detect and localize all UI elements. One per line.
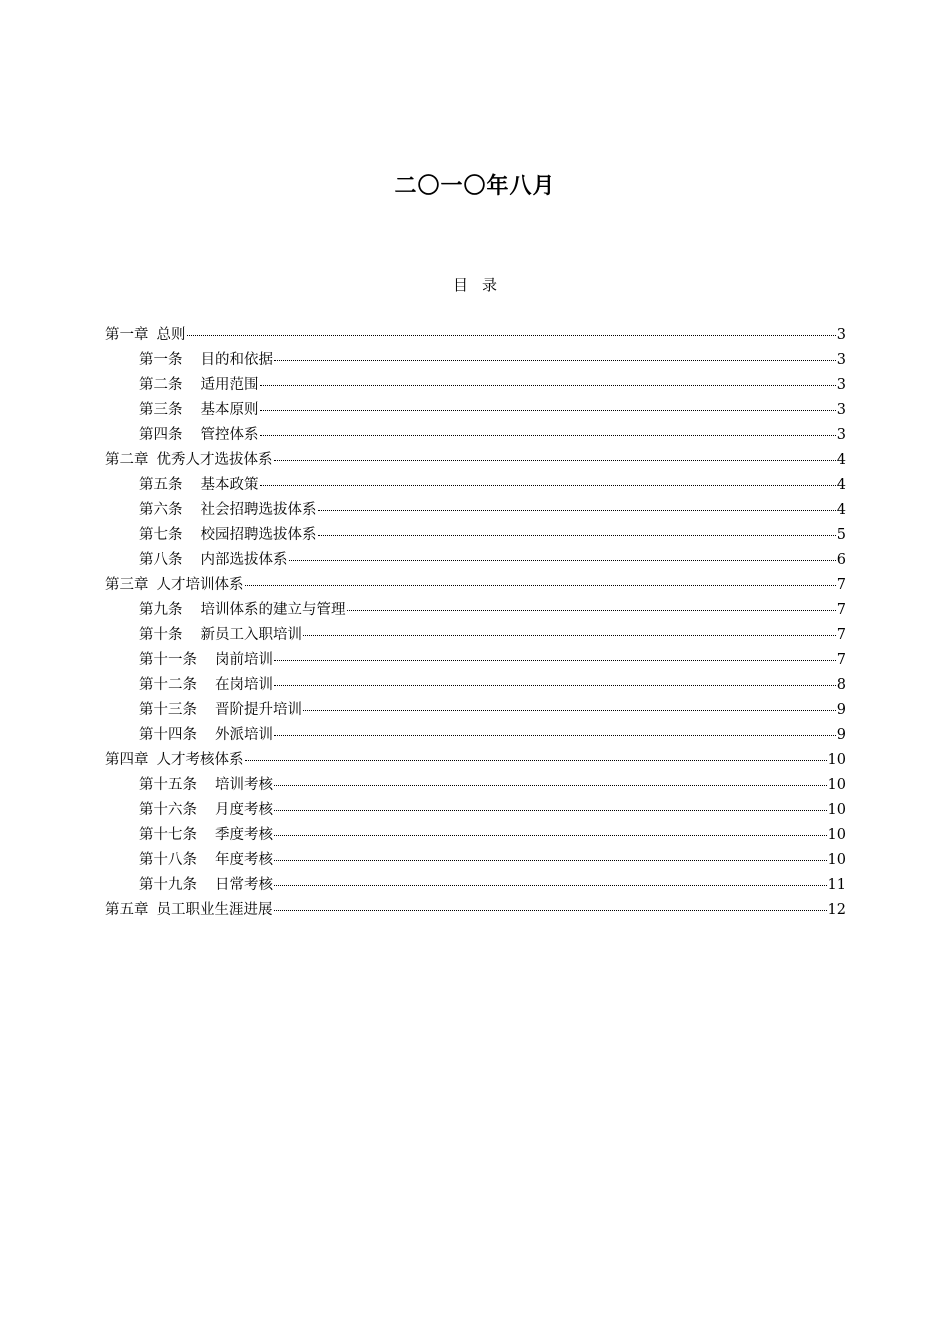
toc-page-number: 9 xyxy=(836,727,846,743)
toc-entry-title xyxy=(139,648,273,673)
toc-entry-title xyxy=(139,798,273,823)
toc-entry-text: 培训考核 xyxy=(215,777,273,793)
toc-dot-leader xyxy=(274,450,836,461)
toc-entry-number: 第九条 xyxy=(139,602,183,618)
toc-page-number: 6 xyxy=(836,552,846,568)
toc-entry-text: 管控体系 xyxy=(200,427,259,443)
toc-article-entry[interactable] xyxy=(105,373,846,398)
toc-entry-title xyxy=(139,398,259,423)
toc-entry-text: 校园招聘选拔体系 xyxy=(200,527,317,543)
toc-article-entry[interactable] xyxy=(105,523,846,548)
toc-entry-title xyxy=(105,748,244,773)
toc-dot-leader xyxy=(260,375,836,386)
date-title: 二〇一〇年八月 xyxy=(394,174,556,199)
toc-entry-title xyxy=(139,623,302,648)
toc-entry-title xyxy=(139,423,259,448)
toc-chapter-entry[interactable] xyxy=(105,898,846,923)
toc-dot-leader xyxy=(318,500,836,511)
toc-entry-number: 第十一条 xyxy=(139,652,197,668)
toc-chapter-entry[interactable] xyxy=(105,448,846,473)
toc-article-entry[interactable] xyxy=(105,648,846,673)
toc-entry-number: 第一条 xyxy=(139,352,183,368)
toc-page-number: 4 xyxy=(836,452,846,468)
toc-entry-text: 培训体系的建立与管理 xyxy=(200,602,346,618)
toc-page-number: 4 xyxy=(836,477,846,493)
toc-dot-leader xyxy=(274,725,836,736)
toc-entry-number: 第十八条 xyxy=(139,852,197,868)
toc-page-number: 7 xyxy=(836,652,846,668)
toc-entry-number: 第十六条 xyxy=(139,802,197,818)
toc-dot-leader xyxy=(260,475,836,486)
toc-entry-text: 人才考核体系 xyxy=(156,752,244,768)
toc-entry-title xyxy=(139,698,302,723)
toc-chapter-entry[interactable] xyxy=(105,573,846,598)
toc-page-number: 8 xyxy=(836,677,846,693)
toc-article-entry[interactable] xyxy=(105,623,846,648)
toc-dot-leader xyxy=(245,575,836,586)
toc-entry-title xyxy=(139,348,273,373)
toc-entry-number: 第十四条 xyxy=(139,727,197,743)
toc-entry-number: 第八条 xyxy=(139,552,183,568)
toc-page-number: 11 xyxy=(827,877,846,893)
toc-page-number: 7 xyxy=(836,627,846,643)
toc-article-entry[interactable] xyxy=(105,498,846,523)
toc-entry-number: 第三章 xyxy=(105,577,149,593)
toc-entry-title xyxy=(105,573,244,598)
toc-entry-number: 第十条 xyxy=(139,627,183,643)
toc-article-entry[interactable] xyxy=(105,848,846,873)
toc-dot-leader xyxy=(274,650,836,661)
toc-entry-text: 总则 xyxy=(156,327,186,343)
toc-page-number: 10 xyxy=(827,827,846,843)
toc-dot-leader xyxy=(318,525,836,536)
toc-dot-leader xyxy=(274,825,827,836)
toc-page-number: 10 xyxy=(827,852,846,868)
toc-entry-number: 第七条 xyxy=(139,527,183,543)
toc-page-number: 10 xyxy=(827,777,846,793)
toc-page-number: 10 xyxy=(827,802,846,818)
toc-entry-title xyxy=(139,523,317,548)
toc-page-number: 9 xyxy=(836,702,846,718)
toc-entry-number: 第三条 xyxy=(139,402,183,418)
toc-entry-text: 在岗培训 xyxy=(215,677,273,693)
toc-entry-number: 第五章 xyxy=(105,902,149,918)
toc-page-number: 12 xyxy=(827,902,846,918)
toc-dot-leader xyxy=(347,600,836,611)
toc-entry-title xyxy=(139,373,259,398)
toc-entry-text: 年度考核 xyxy=(215,852,273,868)
toc-dot-leader xyxy=(274,875,827,886)
toc-entry-text: 外派培训 xyxy=(215,727,273,743)
toc-entry-number: 第二条 xyxy=(139,377,183,393)
toc-article-entry[interactable] xyxy=(105,548,846,573)
toc-entry-number: 第十五条 xyxy=(139,777,197,793)
toc-article-entry[interactable] xyxy=(105,423,846,448)
toc-entry-text: 基本原则 xyxy=(200,402,259,418)
toc-page-number: 3 xyxy=(836,402,846,418)
toc-entry-text: 基本政策 xyxy=(200,477,259,493)
toc-entry-title xyxy=(139,848,273,873)
toc-entry-text: 内部选拔体系 xyxy=(200,552,288,568)
toc-dot-leader xyxy=(274,800,827,811)
toc-entry-text: 员工职业生涯进展 xyxy=(156,902,273,918)
toc-entry-number: 第二章 xyxy=(105,452,149,468)
toc-dot-leader xyxy=(303,625,836,636)
toc-entry-number: 第十九条 xyxy=(139,877,197,893)
toc-entry-number: 第四条 xyxy=(139,427,183,443)
toc-dot-leader xyxy=(260,425,836,436)
toc-entry-text: 社会招聘选拔体系 xyxy=(200,502,317,518)
toc-entry-title xyxy=(139,498,317,523)
toc-article-entry[interactable] xyxy=(105,873,846,898)
toc-entry-number: 第五条 xyxy=(139,477,183,493)
toc-entry-text: 目的和依据 xyxy=(200,352,273,368)
table-of-contents xyxy=(105,323,846,923)
toc-entry-number: 第十七条 xyxy=(139,827,197,843)
toc-article-entry[interactable] xyxy=(105,823,846,848)
toc-entry-title xyxy=(139,823,273,848)
toc-article-entry[interactable] xyxy=(105,723,846,748)
toc-page-number: 7 xyxy=(836,602,846,618)
toc-entry-title xyxy=(139,723,273,748)
toc-page-number: 3 xyxy=(836,327,846,343)
toc-dot-leader xyxy=(274,350,836,361)
toc-entry-number: 第六条 xyxy=(139,502,183,518)
toc-article-entry[interactable] xyxy=(105,398,846,423)
toc-entry-text: 适用范围 xyxy=(200,377,259,393)
toc-dot-leader xyxy=(274,675,836,686)
toc-entry-number: 第十二条 xyxy=(139,677,197,693)
toc-entry-text: 岗前培训 xyxy=(215,652,273,668)
toc-entry-title xyxy=(139,673,273,698)
toc-entry-title xyxy=(139,873,273,898)
toc-article-entry[interactable] xyxy=(105,698,846,723)
toc-chapter-entry[interactable] xyxy=(105,323,846,348)
toc-chapter-entry[interactable] xyxy=(105,748,846,773)
toc-entry-text: 新员工入职培训 xyxy=(200,627,302,643)
toc-page-number: 10 xyxy=(827,752,846,768)
toc-dot-leader xyxy=(303,700,836,711)
toc-dot-leader xyxy=(187,325,836,336)
toc-entry-text: 人才培训体系 xyxy=(156,577,244,593)
toc-article-entry[interactable] xyxy=(105,473,846,498)
toc-entry-number: 第四章 xyxy=(105,752,149,768)
toc-dot-leader xyxy=(289,550,836,561)
toc-dot-leader xyxy=(260,400,836,411)
toc-entry-title xyxy=(105,323,186,348)
toc-article-entry[interactable] xyxy=(105,673,846,698)
toc-dot-leader xyxy=(245,750,827,761)
toc-dot-leader xyxy=(274,775,827,786)
toc-page-number: 7 xyxy=(836,577,846,593)
toc-entry-title xyxy=(139,598,346,623)
toc-entry-text: 优秀人才选拔体系 xyxy=(156,452,273,468)
toc-page-number: 4 xyxy=(836,502,846,518)
toc-entry-title xyxy=(139,473,259,498)
toc-page-number: 3 xyxy=(836,427,846,443)
toc-entry-title xyxy=(105,448,273,473)
toc-entry-title xyxy=(105,898,273,923)
toc-article-entry[interactable] xyxy=(105,598,846,623)
toc-entry-text: 季度考核 xyxy=(215,827,273,843)
toc-page-number: 3 xyxy=(836,377,846,393)
toc-entry-number: 第一章 xyxy=(105,327,149,343)
toc-dot-leader xyxy=(274,850,827,861)
toc-article-entry[interactable] xyxy=(105,798,846,823)
toc-entry-title xyxy=(139,773,273,798)
toc-entry-text: 月度考核 xyxy=(215,802,273,818)
toc-entry-text: 日常考核 xyxy=(215,877,273,893)
toc-page-number: 3 xyxy=(836,352,846,368)
toc-entry-number: 第十三条 xyxy=(139,702,197,718)
toc-page-number: 5 xyxy=(836,527,846,543)
toc-entry-title xyxy=(139,548,288,573)
toc-entry-text: 晋阶提升培训 xyxy=(215,702,302,718)
toc-heading: 目录 xyxy=(452,276,511,294)
toc-dot-leader xyxy=(274,900,827,911)
toc-article-entry[interactable] xyxy=(105,348,846,373)
toc-article-entry[interactable] xyxy=(105,773,846,798)
